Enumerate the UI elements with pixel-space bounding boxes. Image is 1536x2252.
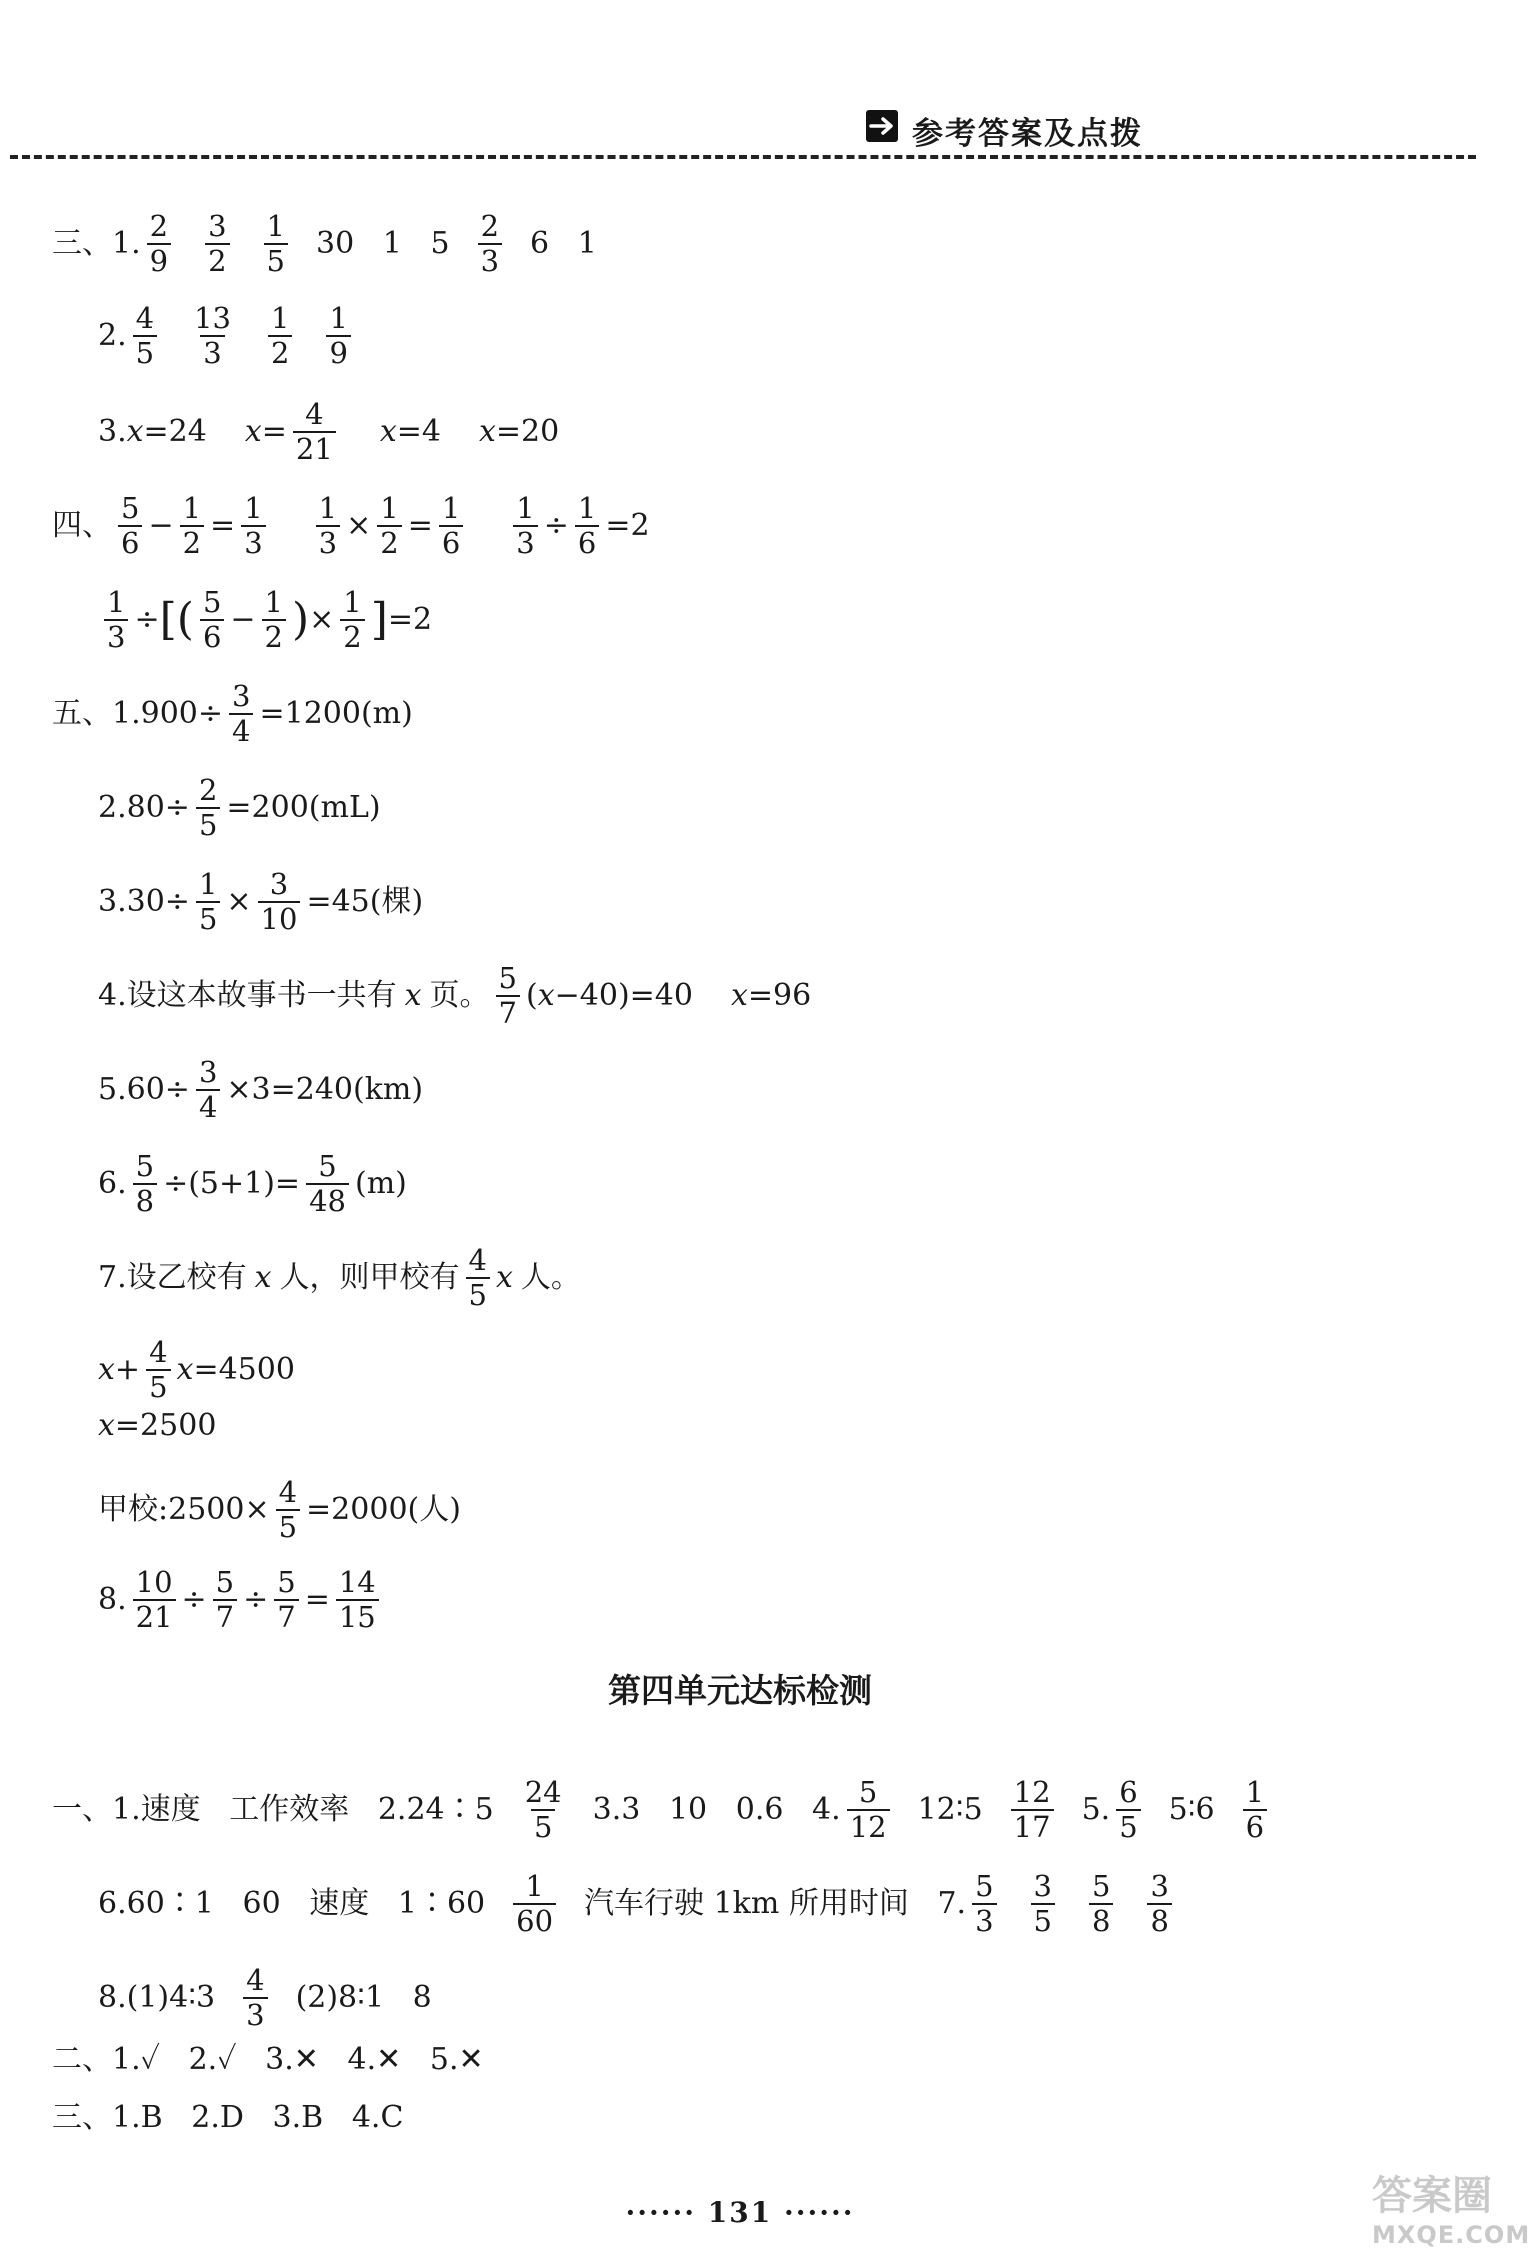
fraction: $\frac{5}{48}$ [306, 1150, 349, 1218]
header-title: 参考答案及点拨 [912, 116, 1143, 152]
unit4-answer-2: 二、1.✓ 2.✓ 3.✕ 4.✕ 5.✕ [52, 2042, 484, 2077]
fraction: $\frac{14}{15}$ [336, 1566, 379, 1634]
fraction: $\frac{2}{3}$ [478, 210, 502, 278]
fraction: $\frac{1}{3}$ [316, 492, 340, 560]
fraction: $\frac{1}{2}$ [268, 302, 292, 370]
fraction: $\frac{1}{6}$ [575, 492, 599, 560]
fraction: $\frac{1}{2}$ [340, 586, 364, 654]
fraction: $\frac{3}{10}$ [258, 868, 301, 936]
fraction: $\frac{12}{17}$ [1011, 1776, 1054, 1844]
answer-5-7-solution: x =2500 [98, 1408, 217, 1443]
fraction: $\frac{1}{6}$ [439, 492, 463, 560]
fraction: $\frac{10}{21}$ [133, 1566, 176, 1634]
answer-5-4: 4.设这本故事书一共有 x 页。 $\frac{5}{7}$ ( x −40)=40 x =96 [98, 961, 812, 1030]
fraction: $\frac{5}{8}$ [1089, 1870, 1113, 1938]
fraction: $\frac{4}{5}$ [466, 1244, 490, 1312]
fraction: $\frac{3}{8}$ [1147, 1870, 1171, 1938]
answer-3-2: 2. $\frac{4}{5}$ $\frac{13}{3}$ $\frac{1}{2}$ $\frac{1}{9}$ [98, 302, 357, 370]
fraction: $\frac{1}{2}$ [377, 492, 401, 560]
answer-5-7: 7.设乙校有 x 人，则甲校有 $\frac{4}{5}$ x 人。 [98, 1243, 581, 1312]
fraction: $\frac{5}{6}$ [200, 586, 224, 654]
fraction: $\frac{24}{5}$ [524, 1775, 562, 1844]
fraction: $\frac{2}{9}$ [147, 210, 171, 278]
fraction: $\frac{1}{3}$ [241, 492, 265, 560]
fraction: $\frac{1}{6}$ [1243, 1776, 1267, 1844]
fraction: $\frac{1}{9}$ [326, 302, 350, 370]
fraction: $\frac{1}{5}$ [196, 868, 220, 936]
answer-3-3: 3. x =24 x = $\frac{4}{21}$ x =4 x =20 [98, 397, 560, 466]
answer-4-line1: 四、 $\frac{5}{6}$ − $\frac{1}{2}$ = $\frac{1}{3}$ $\frac{1}{3}$ × $\frac{1}{2}$ = $\frac{1}{6}$ $\frac{1}{3}$ ÷ $\frac{1}{6}$ =2 [52, 491, 650, 560]
page-number: ······ 131 ······ [625, 2196, 855, 2229]
fraction: $\frac{5}{8}$ [133, 1150, 157, 1218]
answer-5-1: 五、1.900÷ $\frac{3}{4}$ =1200(m) [52, 679, 413, 748]
fraction: $\frac{6}{5}$ [1116, 1776, 1140, 1844]
answer-5-8: 8. $\frac{10}{21}$ ÷ $\frac{5}{7}$ ÷ $\frac{5}{7}$ = $\frac{14}{15}$ [98, 1566, 385, 1634]
unit4-answer-8: 8.(1)4∶3 $\frac{4}{3}$ (2)8∶1 8 [98, 1963, 432, 2032]
fraction: $\frac{5}{6}$ [118, 492, 142, 560]
page-header [0, 0, 1536, 160]
fraction: $\frac{5}{7}$ [213, 1566, 237, 1634]
answer-5-3: 3.30÷ $\frac{1}{5}$ × $\frac{3}{10}$ =45(棵) [98, 867, 424, 936]
fraction: $\frac{5}{7}$ [274, 1566, 298, 1634]
header-divider [10, 155, 1476, 159]
answer-4-line2: $\frac{1}{3}$ ÷ [ ( $\frac{5}{6}$ − $\frac{1}{2}$ ) × $\frac{1}{2}$ ] =2 [98, 586, 432, 654]
fraction: $\frac{4}{3}$ [243, 1964, 267, 2032]
answer-5-2: 2.80÷ $\frac{2}{5}$ =200(mL) [98, 773, 381, 842]
fraction: $\frac{2}{5}$ [196, 774, 220, 842]
fraction: $\frac{3}{5}$ [1031, 1870, 1055, 1938]
fraction: $\frac{1}{2}$ [180, 492, 204, 560]
fraction: $\frac{1}{5}$ [264, 210, 288, 278]
fraction: $\frac{1}{3}$ [513, 492, 537, 560]
fraction: $\frac{5}{12}$ [847, 1776, 890, 1844]
fraction: $\frac{3}{4}$ [229, 680, 253, 748]
fraction: $\frac{1}{3}$ [104, 586, 128, 654]
fraction: $\frac{1}{60}$ [513, 1870, 556, 1938]
answer-5-6: 6. $\frac{5}{8}$ ÷(5+1)= $\frac{5}{48}$ (m) [98, 1149, 407, 1218]
fraction: $\frac{5}{7}$ [496, 962, 520, 1030]
unit4-answer-6: 6.60∶1 60 速度 1∶60 $\frac{1}{60}$ 汽车行驶 1km 所用时间 7. $\frac{5}{3}$ $\frac{3}{5}$ $\frac{5}{8}$ $\frac{3}{8}$ [98, 1870, 1178, 1938]
answer-3-1: 三、1. $\frac{2}{9}$ $\frac{3}{2}$ $\frac{1}{5}$ 30 1 5 $\frac{2}{3}$ 6 1 [52, 209, 597, 278]
fraction: $\frac{4}{21}$ [293, 398, 336, 466]
fraction: $\frac{13}{3}$ [194, 301, 231, 370]
answer-5-7-equation: x + $\frac{4}{5}$ x =4500 [98, 1335, 295, 1404]
fraction: $\frac{4}{5}$ [133, 302, 157, 370]
unit4-answer-3: 三、1.B 2.D 3.B 4.C [52, 2100, 404, 2135]
answer-5-5: 5.60÷ $\frac{3}{4}$ ×3=240(km) [98, 1055, 424, 1124]
fraction: $\frac{5}{3}$ [972, 1870, 996, 1938]
section-title: 第四单元达标检测 [608, 1671, 872, 1710]
watermark-logo: 答案圈 MXQE.COM [1372, 2173, 1531, 2249]
fraction: $\frac{3}{2}$ [205, 210, 229, 278]
fraction: $\frac{4}{5}$ [146, 1336, 170, 1404]
answer-5-7-result: 甲校:2500× $\frac{4}{5}$ =2000(人) [98, 1475, 461, 1544]
arrow-right-icon [866, 110, 898, 142]
unit4-answer-1: 一、1.速度 工作效率 2.24∶5 $\frac{24}{5}$ 3.3 10 0.6 4. $\frac{5}{12}$ 12∶5 $\frac{12}{17}$ 5. $\frac{6}{5}$ 5∶6 $\frac{1}{6}$ [52, 1776, 1273, 1844]
fraction: $\frac{3}{4}$ [196, 1056, 220, 1124]
fraction: $\frac{1}{2}$ [262, 586, 286, 654]
fraction: $\frac{4}{5}$ [276, 1476, 300, 1544]
